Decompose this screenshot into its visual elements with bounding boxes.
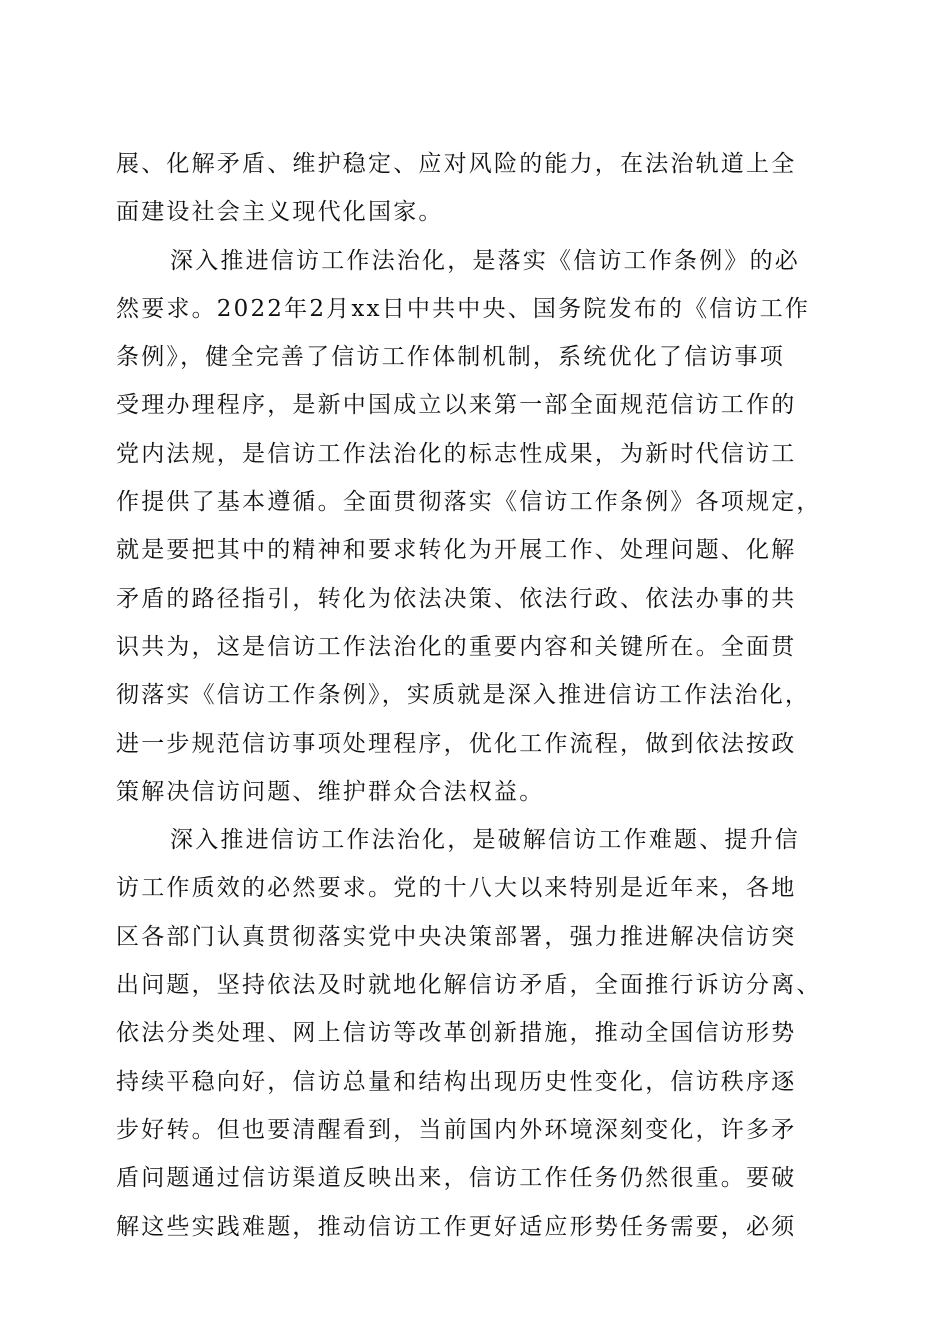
text-line: 依法分类处理、网上信访等改革创新措施，推动全国信访形势 — [116, 1020, 797, 1047]
text-line: 矛盾的路径指引，转化为依法决策、依法行政、依法办事的共 — [116, 585, 797, 612]
text-line: 解这些实践难题，推动信访工作更好适应形势任务需要，必须 — [116, 1213, 797, 1240]
text-line: 策解决信访问题、维护群众合法权益。 — [116, 778, 545, 805]
text-line: 步好转。但也要清醒看到，当前国内外环境深刻变化，许多矛 — [116, 1116, 797, 1143]
text-line: 党内法规，是信访工作法治化的标志性成果，为新时代信访工 — [116, 440, 797, 467]
text-line: 条例》，健全完善了信访工作体制机制，系统优化了信访事项 — [116, 344, 785, 371]
text-line: 作提供了基本遵循。全面贯彻落实《信访工作条例》各项规定， — [116, 489, 822, 516]
text-line: 访工作质效的必然要求。党的十八大以来特别是近年来，各地 — [116, 875, 797, 902]
text-line: 然要求。2022年2月xx日中共中央、国务院发布的《信访工作 — [116, 295, 811, 322]
document-body — [116, 140, 836, 1251]
text-line: 进一步规范信访事项处理程序，优化工作流程，做到依法按政 — [116, 730, 797, 757]
text-line: 识共为，这是信访工作法治化的重要内容和关键所在。全面贯 — [116, 633, 797, 660]
text-line: 持续平稳向好，信访总量和结构出现历史性变化，信访秩序逐 — [116, 1068, 797, 1095]
text-line: 展、化解矛盾、维护稳定、应对风险的能力，在法治轨道上全 — [116, 151, 797, 177]
text-line: 区各部门认真贯彻落实党中央决策部署，强力推进解决信访突 — [116, 923, 797, 950]
text-line: 面建设社会主义现代化国家。 — [116, 199, 444, 226]
text-line: 彻落实《信访工作条例》，实质就是深入推进信访工作法治化， — [116, 682, 811, 709]
paragraph-first-line: 深入推进信访工作法治化，是落实《信访工作条例》的必 — [170, 247, 800, 274]
text-line: 盾问题通过信访渠道反映出来，信访工作任务仍然很重。要破 — [116, 1165, 797, 1192]
text-line: 就是要把其中的精神和要求转化为开展工作、处理问题、化解 — [116, 537, 797, 564]
text-line: 受理办理程序，是新中国成立以来第一部全面规范信访工作的 — [116, 392, 797, 419]
text-line: 出问题，坚持依法及时就地化解信访矛盾，全面推行诉访分离、 — [116, 972, 822, 999]
paragraph-first-line: 深入推进信访工作法治化，是破解信访工作难题、提升信 — [170, 827, 800, 854]
